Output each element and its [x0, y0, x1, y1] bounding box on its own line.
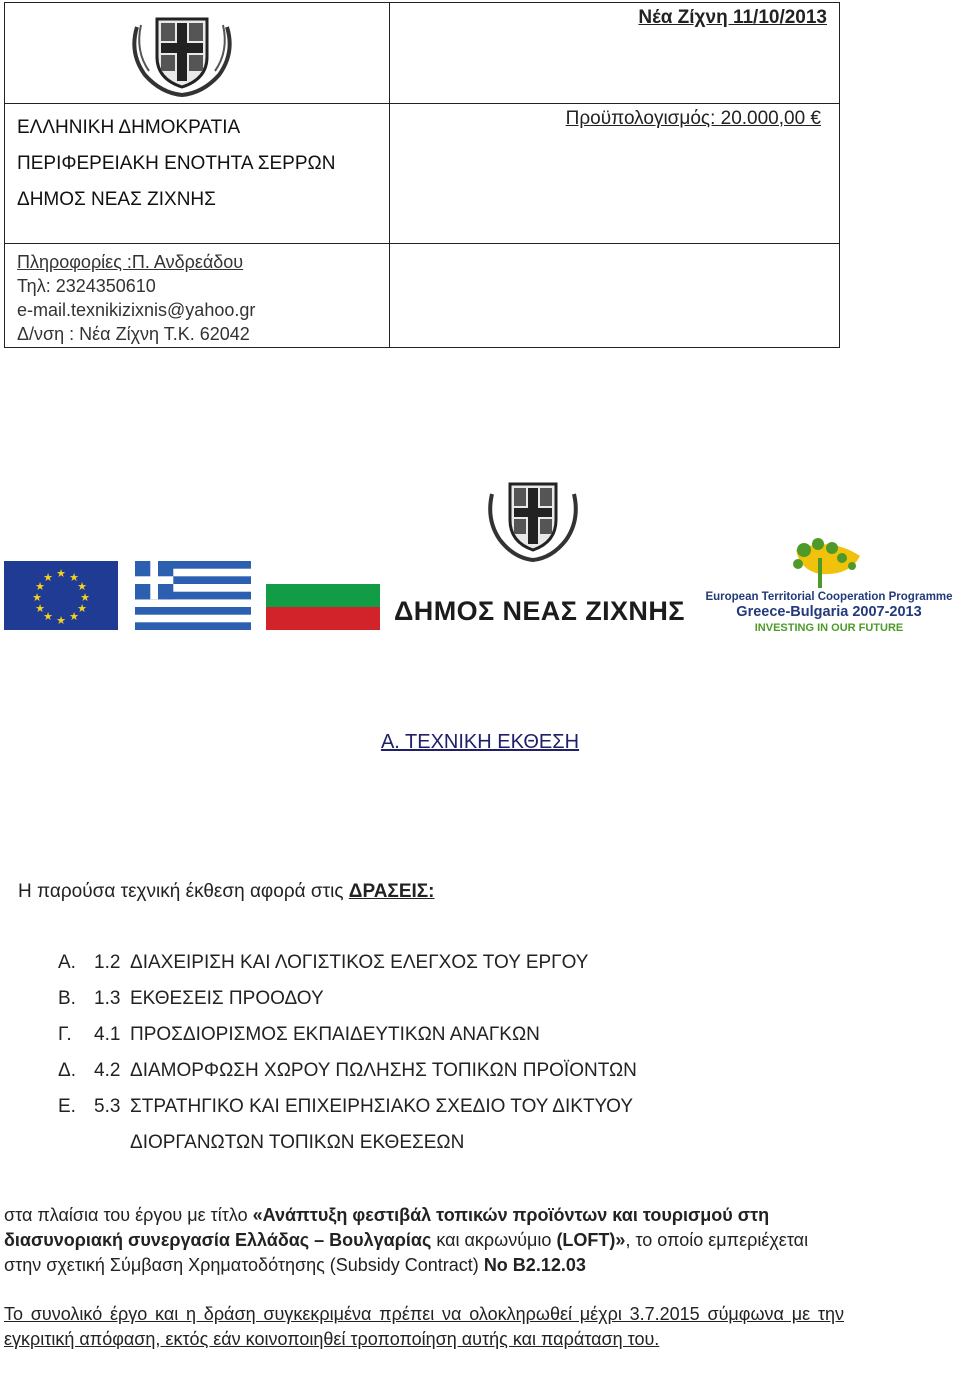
- municipality-logo-text: ΔΗΜΟΣ ΝΕΑΣ ΖΙΧΝΗΣ: [394, 596, 685, 626]
- svg-text:★: ★: [35, 580, 45, 593]
- project-acronym: (LOFT)»: [556, 1230, 626, 1250]
- contract-number: No B2.12.03: [483, 1255, 586, 1275]
- svg-text:★: ★: [69, 571, 79, 584]
- contact-cell: [5, 244, 390, 348]
- svg-text:★: ★: [77, 580, 87, 593]
- organization-cell: [5, 103, 390, 244]
- intro-prefix: Η παρούσα τεχνική έκθεση αφορά στις: [18, 881, 349, 902]
- contact-address: Δ/νση : Νέα Ζίχνη Τ.Κ. 62042: [17, 324, 250, 345]
- org-line-municipality: ΔΗΜΟΣ ΝΕΑΣ ΖΙΧΝΗΣ: [17, 188, 216, 210]
- header-table: [4, 2, 840, 348]
- greek-emblem-icon: [123, 9, 241, 97]
- project-paragraph: στα πλαίσια του έργου με τίτλο «Ανάπτυξη φεστιβάλ τοπικών προϊόντων και τουρισμού στη διασυνοριακή συνεργασία Ελλάδας – Βουλγαρίας και ακρωνύμιο (LOFT)», το οποίο εμπεριέχεται στην σχετική Σύμβαση Χρηματοδότησης (Subsidy Contract) No B2.12.03: [4, 1205, 809, 1275]
- svg-text:★: ★: [69, 610, 79, 623]
- list-item: Α. 1.2 ΔΙΑΧΕΙΡΙΣΗ ΚΑΙ ΛΟΓΙΣΤΙΚΟΣ ΕΛΕΓΧΟΣ ΤΟΥ ΕΡΓΟΥ: [58, 952, 589, 973]
- list-item: Δ. 4.2 ΔΙΑΜΟΡΦΩΣΗ ΧΩΡΟΥ ΠΩΛΗΣΗΣ ΤΟΠΙΚΩΝ ΠΡΟΪΟΝΤΩΝ: [58, 1060, 637, 1081]
- intro-actions-label: ΔΡΑΣΕΙΣ:: [348, 881, 435, 902]
- contact-email[interactable]: e-mail.texnikizixnis@yahoo.gr: [17, 300, 256, 321]
- budget-cell: [390, 103, 840, 244]
- actions-list: [58, 952, 637, 1168]
- svg-text:★: ★: [35, 602, 45, 615]
- intro-line: [18, 881, 435, 903]
- list-item: Β. 1.3 ΕΚΘΕΣΕΙΣ ΠΡΟΟΔΟΥ: [58, 988, 324, 1009]
- svg-text:★: ★: [56, 614, 66, 627]
- greek-flag-icon: [135, 561, 251, 630]
- etcp-line2: Greece-Bulgaria 2007-2013: [736, 604, 922, 620]
- project-title: «Ανάπτυξη φεστιβάλ τοπικών προϊόντων και τουρισμού στη διασυνοριακή συνεργασία Ελλάδας – Βουλγαρίας: [4, 1205, 770, 1250]
- contact-info: Πληροφορίες :Π. Ανδρεάδου: [17, 252, 244, 273]
- svg-text:★: ★: [56, 567, 66, 580]
- etcp-line1: European Territorial Cooperation Programme: [705, 591, 953, 603]
- eu-flag-icon: [4, 561, 118, 630]
- emblem-cell: [5, 3, 390, 104]
- date-cell: [390, 3, 840, 104]
- svg-text:★: ★: [43, 610, 53, 623]
- list-item-continuation: ΔΙΟΡΓΑΝΩΤΩΝ ΤΟΠΙΚΩΝ ΕΚΘΕΣΕΩΝ: [130, 1132, 465, 1153]
- svg-text:★: ★: [80, 591, 90, 604]
- org-line-republic: ΕΛΛΗΝΙΚΗ ΔΗΜΟΚΡΑΤΙΑ: [17, 116, 241, 138]
- etcp-line3: INVESTING IN OUR FUTURE: [754, 622, 904, 634]
- list-item: Γ. 4.1 ΠΡΟΣΔΙΟΡΙΣΜΟΣ ΕΚΠΑΙΔΕΥΤΙΚΩΝ ΑΝΑΓΚΩΝ: [58, 1024, 540, 1045]
- list-item: Ε. 5.3 ΣΤΡΑΤΗΓΙΚΟ ΚΑΙ ΕΠΙΧΕΙΡΗΣΙΑΚΟ ΣΧΕΔΙΟ ΤΟΥ ΔΙΚΤΥΟΥ: [58, 1096, 633, 1117]
- closing-paragraph: Το συνολικό έργο και η δράση συγκεκριμένα πρέπει να ολοκληρωθεί μέχρι 3.7.2015 σύμφωνα με την εγκριτική απόφαση, εκτός εάν κοινοποιηθεί τροποποίηση αυτής και παράταση του.: [4, 1304, 844, 1349]
- svg-text:★: ★: [43, 571, 53, 584]
- greek-emblem-icon: [482, 474, 584, 562]
- budget-amount: Προϋπολογισμός: 20.000,00 €: [565, 107, 821, 129]
- bulgarian-flag-icon: [266, 561, 380, 630]
- org-line-region: ΠΕΡΙΦΕΡΕΙΑΚΗ ΕΝΟΤΗΤΑ ΣΕΡΡΩΝ: [17, 152, 336, 174]
- section-title: Α. ΤΕΧΝΙΚΗ ΕΚΘΕΣΗ: [380, 731, 580, 753]
- contact-phone: Τηλ: 2324350610: [17, 276, 156, 297]
- svg-text:★: ★: [32, 591, 42, 604]
- empty-cell: [390, 244, 840, 348]
- document-date: Νέα Ζίχνη 11/10/2013: [638, 7, 827, 28]
- etcp-programme-logo-icon: [700, 536, 958, 636]
- svg-text:★: ★: [77, 602, 87, 615]
